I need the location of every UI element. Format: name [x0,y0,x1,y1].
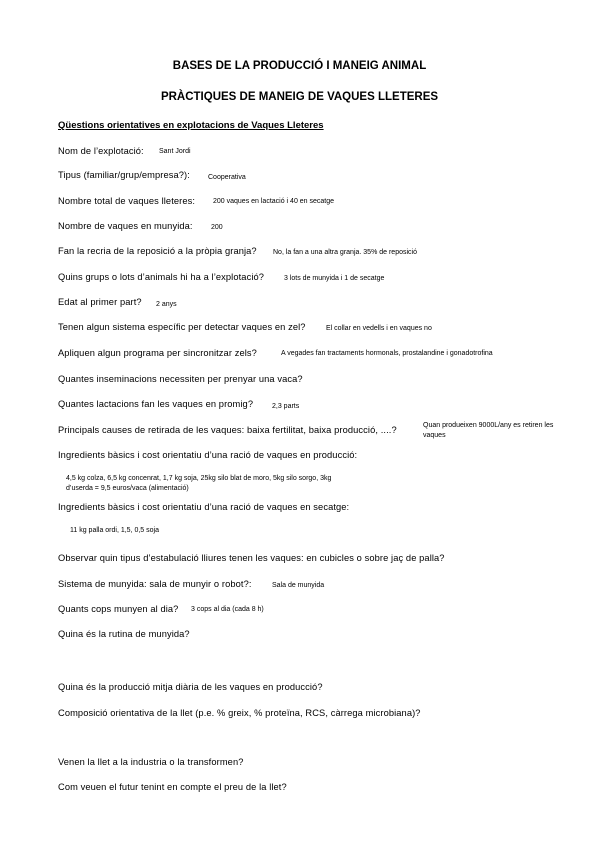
question-replacement-rearing: Fan la recria de la reposició a la pròpia granja? [58,246,257,256]
question-milk-sales: Venen la llet a la industria o la transformen? [58,757,244,767]
question-culling-causes: Principals causes de retirada de les vaques: baixa fertilitat, baixa producció, ....? [58,425,397,435]
question-housing-type: Observar quin tipus d’estabulació lliures tenen les vaques: en cubicles o sobre jaç de palla? [58,553,445,563]
document-subtitle: PRÀCTIQUES DE MANEIG DE VAQUES LLETERES [160,91,439,103]
answer-dry-ration: 11 kg palla ordi, 1,5, 0,5 soja [70,527,159,534]
answer-total-cows: 200 vaques en lactació i 40 en secatge [213,198,335,205]
answer-heat-detection: El collar en vedells i en vaques no [326,325,432,332]
question-first-calving-age: Edat al primer part? [58,297,142,307]
question-inseminations: Quantes inseminacions necessiten per prenyar una vaca? [58,374,303,384]
answer-lactations: 2,3 parts [272,403,300,410]
section-heading: Qüestions orientatives en explotacions de Vaques Lleteres [58,120,324,131]
answer-milking-system: Sala de munyida [272,582,325,589]
answer-milkings-per-day: 3 cops al dia (cada 8 h) [191,606,264,613]
question-total-cows: Nombre total de vaques lleteres: [58,196,196,206]
question-milking-routine: Quina és la rutina de munyida? [58,629,190,639]
question-milking-cows: Nombre de vaques en munyida: [58,221,193,231]
question-production-ration: Ingredients bàsics i cost orientatiu d’una ració de vaques en producció: [58,450,358,460]
question-milkings-per-day: Quants cops munyen al dia? [58,604,179,614]
question-milk-composition: Composició orientativa de la llet (p.e. % greix, % proteïna, RCS, càrrega microbiana)? [58,708,421,718]
question-heat-synchronization: Apliquen algun programa per sincronitzar zels? [58,348,257,358]
answer-animal-groups: 3 lots de munyida i 1 de secatge [284,275,385,282]
answer-farm-name: Sant Jordi [159,148,191,155]
answer-farm-type: Cooperativa [208,174,246,181]
answer-culling-causes: Quan produeixen 9000L/any es retiren les vaques [423,422,554,439]
question-dry-ration: Ingredients bàsics i cost orientatiu d’una ració de vaques en secatge: [58,502,350,512]
question-daily-production: Quina és la producció mitja diària de les vaques en producció? [58,682,323,692]
answer-replacement-rearing: No, la fan a una altra granja. 35% de reposició [273,249,417,256]
question-milking-system: Sistema de munyida: sala de munyir o robot?: [58,579,252,589]
question-farm-name: Nom de l’explotació: [58,146,144,156]
question-lactations: Quantes lactacions fan les vaques en promig? [58,399,254,409]
answer-milking-cows: 200 [211,224,223,231]
answer-heat-synchronization: A vegades fan tractaments hormonals, prostalandine i gonadotrofina [281,350,493,357]
question-animal-groups: Quins grups o lots d’animals hi ha a l’explotació? [58,272,265,282]
question-heat-detection: Tenen algun sistema específic per detectar vaques en zel? [58,322,306,332]
question-future-outlook: Com veuen el futur tenint en compte el preu de la llet? [58,782,287,792]
document-title: BASES DE LA PRODUCCIÓ I MANEIG ANIMAL [172,60,427,72]
answer-production-ration: 4,5 kg colza, 6,5 kg concenrat, 1,7 kg soja, 25kg silo blat de moro, 5kg silo sorgo, 3kg d’userda = 9,5 euros/vaca (alimentació) [66,475,332,492]
question-farm-type: Tipus (familiar/grup/empresa?): [58,170,190,180]
answer-first-calving-age: 2 anys [156,301,177,308]
